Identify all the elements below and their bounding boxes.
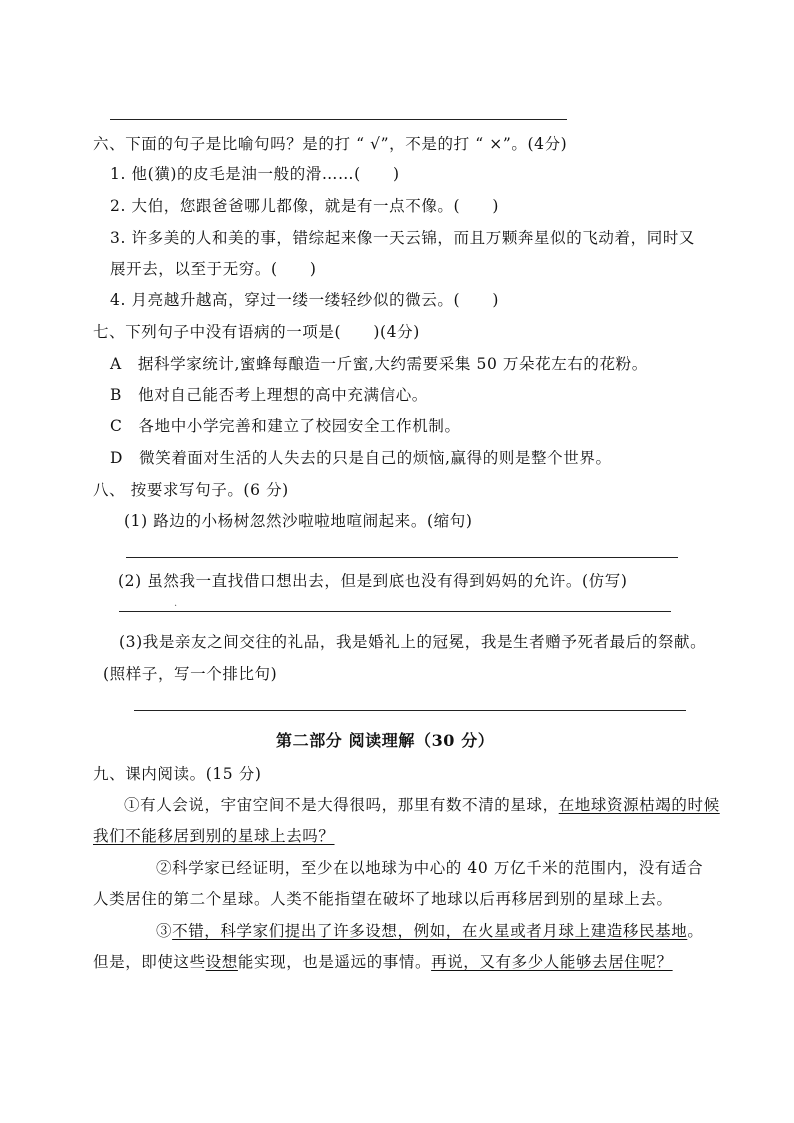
- q9-para1-line2: 我们不能移居到别的星球上去吗？: [93, 827, 335, 845]
- q8-item-2: (2) 虽然我一直找借口想出去，但是到底也没有得到妈妈的允许。(仿写): [118, 572, 628, 590]
- q7-option-c: C 各地中小学完善和建立了校园安全工作机制。: [110, 417, 461, 435]
- q8-item-3-cont: (照样子，写一个排比句): [103, 665, 278, 683]
- q9-para3-line2: [93, 952, 673, 972]
- q9-para2-line2: 人类居住的第二个星球。人类不能指望在破坏了地球以后再移居到别的星球上去。: [93, 890, 673, 908]
- q8-title: 八、 按要求写句子。(6 分): [93, 481, 289, 499]
- q7-title: 七、下列句子中没有语病的一项是( )(4分): [93, 323, 420, 341]
- q6-title: 六、下面的句子是比喻句吗？是的打 “ √”，不是的打 “ ×”。(4分): [93, 135, 568, 153]
- q9-para3-underlined-1: 不错，科学家们提出了许多设想，例如，在火星或者月球上建造移民基地: [172, 922, 688, 940]
- q6-item-1: 1. 他(獚)的皮毛是油一般的滑……( ): [110, 165, 400, 183]
- q9-para3-underlined-3: 再说，又有多少人能够去居住呢？: [431, 953, 673, 971]
- q9-para3-marker: ③: [156, 922, 173, 940]
- q8-item-3: (3)我是亲友之间交往的礼品，我是婚礼上的冠冕，我是生者赠予死者最后的祭献。: [119, 633, 707, 651]
- stray-mark: ·: [174, 601, 178, 612]
- answer-line-top: [110, 119, 567, 120]
- q8-answer-line-3[interactable]: [134, 710, 686, 711]
- q9-para3-underlined-2: 设想: [205, 953, 238, 971]
- q8-answer-line-2[interactable]: [119, 611, 671, 612]
- q9-para3-line1: [156, 921, 703, 941]
- q7-option-a: A 据科学家统计,蜜蜂每酿造一斤蜜,大约需要采集 50 万朵花左右的花粉。: [110, 355, 648, 373]
- part2-heading: 第二部分 阅读理解（30 分）: [276, 731, 495, 750]
- q9-para1-text: ①有人会说，宇宙空间不是大得很吗，那里有数不清的星球，: [124, 796, 559, 814]
- q9-title: 九、课内阅读。(15 分): [93, 765, 262, 783]
- q9-para3-text-2: 能实现，也是遥远的事情。: [237, 953, 432, 971]
- q6-item-4: 4. 月亮越升越高，穿过一缕一缕轻纱似的微云。( ): [110, 291, 500, 309]
- q6-item-3-cont: 展开去，以至于无穷。( ): [110, 260, 317, 278]
- q9-para3-period: 。: [687, 922, 704, 940]
- q9-para2-line1: ②科学家已经证明，至少在以地球为中心的 40 万亿千米的范围内，没有适合: [156, 859, 704, 877]
- q6-item-3: 3. 许多美的人和美的事，错综起来像一天云锦，而且万颗奔星似的飞动着，同时又: [110, 229, 696, 247]
- q9-para1-underlined: 在地球资源枯竭的时候: [558, 796, 720, 814]
- q7-option-b: B 他对自己能否考上理想的高中充满信心。: [110, 386, 428, 404]
- q9-para3-text-1: 但是，即使这些: [93, 953, 206, 971]
- q6-item-2: 2. 大伯，您跟爸爸哪儿都像，就是有一点不像。( ): [110, 197, 500, 215]
- q7-option-d: D 微笑着面对生活的人失去的只是自己的烦恼,赢得的则是整个世界。: [110, 449, 612, 467]
- q8-answer-line-1[interactable]: [126, 557, 678, 558]
- q9-para1-line1: [124, 795, 720, 815]
- q8-item-1: (1) 路边的小杨树忽然沙啦啦地喧闹起来。(缩句): [124, 512, 473, 530]
